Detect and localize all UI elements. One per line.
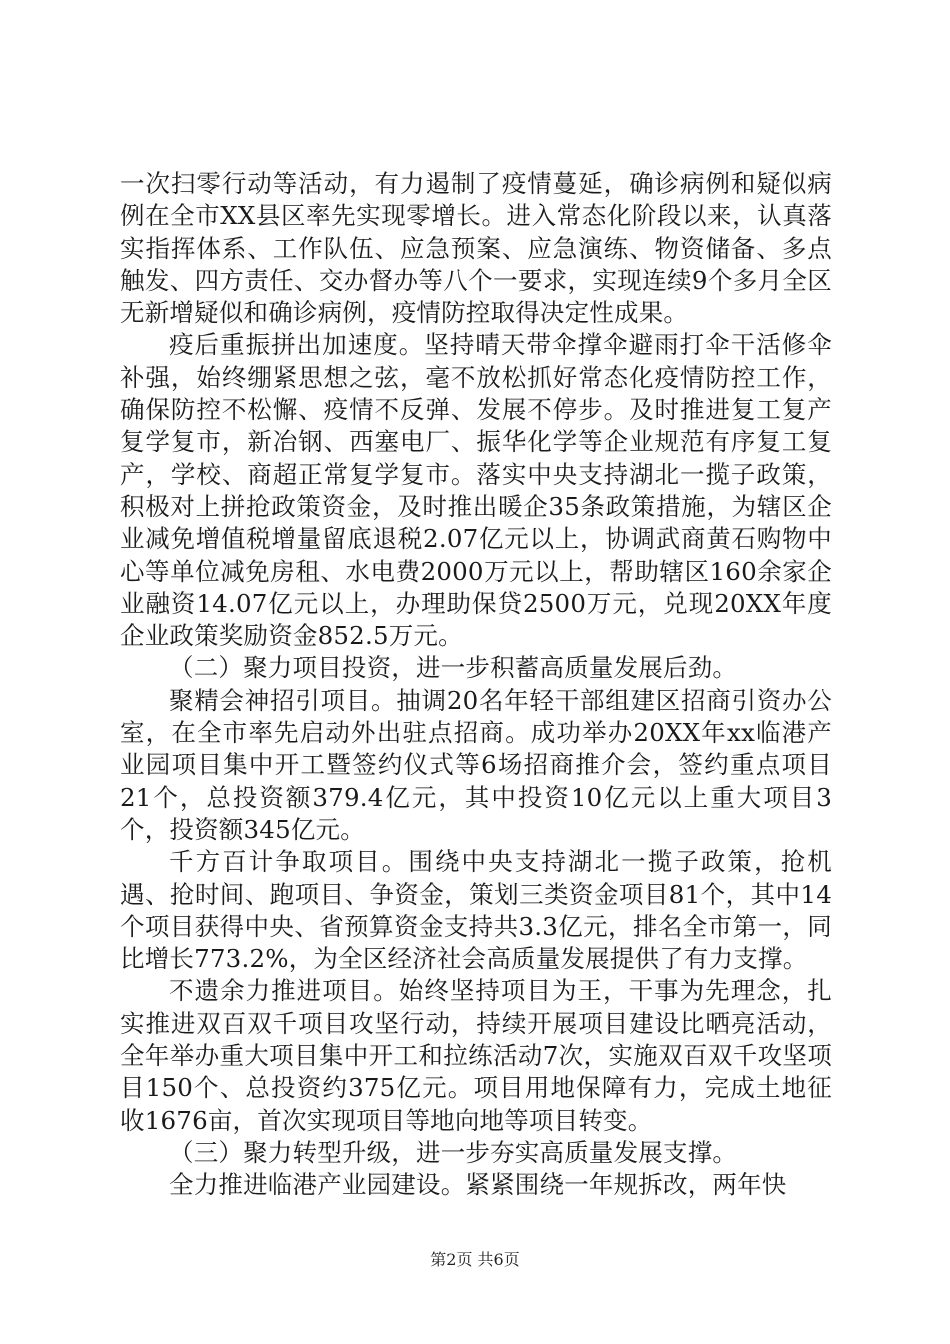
document-body [120,168,832,1202]
section-heading-2: （二）聚力项目投资，进一步积蓄高质量发展后劲。 [169,653,738,683]
paragraph-2: 疫后重振拼出加速度。坚持晴天带伞撑伞避雨打伞干活修伞补强，始终绷紧思想之弦，毫不放松抓好常态化疫情防控工作，确保防控不松懈、疫情不反弹、发展不停步。及时推进复工复产复学复市，新冶钢、西塞电厂、振华化学等企业规范有序复工复产，学校、商超正常复学复市。落实中央支持湖北一揽子政策，积极对上拼抢政策资金，及时推出暖企35条政策措施，为辖区企业减免增值税增量留底退税2.07亿元以上，协调武商黄石购物中心等单位减免房租、水电费2000万元以上，帮助辖区160余家企业融资14.07亿元以上，办理助保贷2500万元，兑现20XX年度企业政策奖励资金852.5万元。 [120,330,832,651]
paragraph-6: 全力推进临港产业园建设。紧紧围绕一年规拆改，两年快 [169,1170,787,1200]
paragraph-5: 不遗余力推进项目。始终坚持项目为王，干事为先理念，扎实推进双百双千项目攻坚行动，持续开展项目建设比晒亮活动，全年举办重大项目集中开工和拉练活动7次，实施双百双千攻坚项目150个、总投资约375亿元。项目用地保障有力，完成土地征收1676亩，首次实现项目等地向地等项目转变。 [120,976,832,1135]
page-number-footer: 第2页 共6页 [430,1250,520,1269]
paragraph-1: 一次扫零行动等活动，有力遏制了疫情蔓延，确诊病例和疑似病例在全市XX县区率先实现零增长。进入常态化阶段以来，认真落实指挥体系、工作队伍、应急预案、应急演练、物资储备、多点触发、四方责任、交办督办等八个一要求，实现连续9个多月全区无新增疑似和确诊病例，疫情防控取得决定性成果。 [120,169,832,328]
section-heading-3: （三）聚力转型升级，进一步夯实高质量发展支撑。 [169,1137,738,1167]
paragraph-4: 千方百计争取项目。围绕中央支持湖北一揽子政策，抢机遇、抢时间、跑项目、争资金，策划三类资金项目81个，其中14个项目获得中央、省预算资金支持共3.3亿元，排名全市第一，同比增长773.2%，为全区经济社会高质量发展提供了有力支撑。 [120,847,832,974]
paragraph-3: 聚精会神招引项目。抽调20名年轻干部组建区招商引资办公室，在全市率先启动外出驻点招商。成功举办20XX年xx临港产业园项目集中开工暨签约仪式等6场招商推介会，签约重点项目21个，总投资额379.4亿元，其中投资10亿元以上重大项目3个，投资额345亿元。 [120,685,832,844]
